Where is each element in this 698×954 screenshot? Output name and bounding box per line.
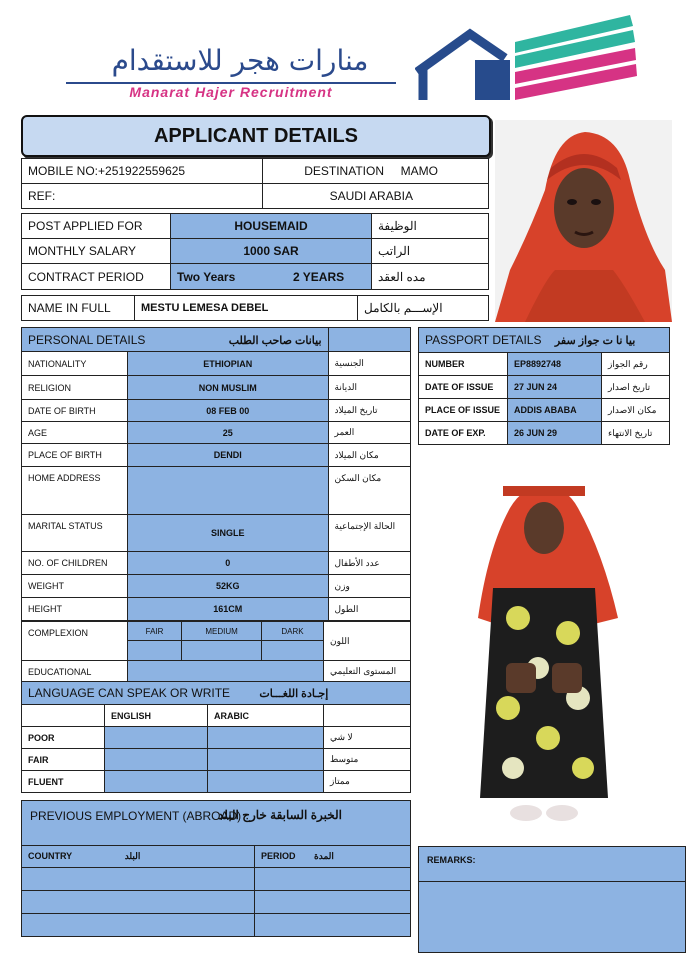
contract-value-years: 2 YEARS — [273, 264, 372, 290]
destination-country: SAUDI ARABIA — [263, 184, 489, 209]
language-level-label: FLUENT — [22, 771, 105, 793]
employment-country-header — [22, 846, 255, 868]
contact-table — [21, 158, 489, 209]
employment-country-label-ar: البلد — [124, 851, 141, 861]
personal-value: 08 FEB 00 — [128, 400, 329, 422]
language-level-label-ar: لا شي — [324, 727, 411, 749]
language-level-label-ar: متوسط — [324, 749, 411, 771]
educational-value — [128, 661, 324, 683]
personal-label: HOME ADDRESS — [22, 467, 128, 515]
page-title-text: APPLICANT DETAILS — [153, 125, 359, 147]
passport-label: NUMBER — [419, 353, 508, 376]
house-stripes-icon — [415, 12, 640, 102]
passport-table — [418, 327, 670, 445]
personal-value: NON MUSLIM — [128, 376, 329, 400]
complexion-fair-value — [128, 641, 182, 661]
personal-label-ar: عدد الأطفال — [328, 552, 411, 575]
language-header-spacer — [324, 705, 411, 727]
language-level-label: FAIR — [22, 749, 105, 771]
employment-country-label: COUNTRY — [28, 851, 73, 861]
passport-label-ar: رقم الجواز — [602, 353, 670, 376]
passport-label: DATE OF ISSUE — [419, 376, 508, 399]
educational-label-ar: المستوى التعليمي — [324, 661, 411, 683]
language-english-value — [105, 749, 208, 771]
employment-title-ar: الخبرة السابقة خارج البلد — [218, 808, 342, 822]
destination-label: DESTINATION — [304, 164, 384, 178]
salary-value: 1000 SAR — [171, 239, 372, 264]
language-level-label-ar: ممتاز — [324, 771, 411, 793]
employment-table — [21, 845, 411, 937]
personal-value — [128, 467, 329, 515]
remarks-divider — [419, 881, 685, 882]
complexion-table — [21, 621, 411, 683]
employment-header — [21, 800, 411, 846]
language-arabic-value — [208, 771, 324, 793]
remarks-label: REMARKS: — [427, 855, 476, 865]
personal-label: PLACE OF BIRTH — [22, 444, 128, 467]
personal-label: WEIGHT — [22, 575, 128, 598]
personal-label-ar: العمر — [328, 422, 411, 444]
personal-value: SINGLE — [128, 515, 329, 552]
post-label-ar: الوظيفة — [372, 214, 489, 239]
employment-period-header — [255, 846, 411, 868]
complexion-dark-value — [262, 641, 324, 661]
employment-row-country — [22, 868, 255, 891]
remarks-box — [418, 846, 686, 953]
language-arabic-value — [208, 727, 324, 749]
applicant-face-photo — [495, 120, 672, 322]
passport-title-ar: بيا نا ت جواز سفر — [554, 335, 636, 347]
complexion-dark-label: DARK — [262, 622, 324, 641]
language-title-ar: إجـادة اللغـــات — [259, 688, 329, 700]
employment-row-period — [255, 891, 411, 914]
passport-label: DATE OF EXP. — [419, 422, 508, 445]
complexion-label-ar: اللون — [324, 622, 411, 661]
logo — [60, 12, 640, 102]
personal-value: 0 — [128, 552, 329, 575]
employment-row-country — [22, 914, 255, 937]
personal-label-ar: تاريخ الميلاد — [328, 400, 411, 422]
contract-label: CONTRACT PERIOD — [22, 264, 171, 290]
complexion-label: COMPLEXION — [22, 622, 128, 661]
passport-value: EP8892748 — [508, 353, 602, 376]
job-table — [21, 213, 489, 290]
employment-period-label-ar: المدة — [314, 851, 334, 861]
passport-label: PLACE OF ISSUE — [419, 399, 508, 422]
passport-header — [419, 328, 670, 353]
language-arabic-header: ARABIC — [208, 705, 324, 727]
language-title: LANGUAGE CAN SPEAK OR WRITE — [28, 686, 231, 700]
personal-label-ar: وزن — [328, 575, 411, 598]
passport-value: 27 JUN 24 — [508, 376, 602, 399]
personal-label-ar: الديانة — [328, 376, 411, 400]
personal-label: AGE — [22, 422, 128, 444]
employment-period-label: PERIOD — [261, 851, 296, 861]
personal-label: NO. OF CHILDREN — [22, 552, 128, 575]
full-name: MESTU LEMESA DEBEL — [135, 296, 358, 321]
language-level-label: POOR — [22, 727, 105, 749]
page-title — [21, 115, 491, 157]
personal-details-header — [22, 328, 329, 352]
personal-value: 161CM — [128, 598, 329, 621]
language-table — [21, 681, 411, 793]
header-spacer — [328, 328, 411, 352]
passport-value: ADDIS ABABA — [508, 399, 602, 422]
personal-label: MARITAL STATUS — [22, 515, 128, 552]
personal-label: NATIONALITY — [22, 352, 128, 376]
contract-label-ar: مده العقد — [372, 264, 489, 290]
complexion-medium-value — [182, 641, 262, 661]
passport-value: 26 JUN 29 — [508, 422, 602, 445]
language-english-value — [105, 771, 208, 793]
name-label: NAME IN FULL — [22, 296, 135, 321]
logo-english-text: Manarat Hajer Recruitment — [129, 84, 333, 100]
name-table — [21, 295, 489, 321]
post-value: HOUSEMAID — [171, 214, 372, 239]
passport-title: PASSPORT DETAILS — [425, 333, 542, 347]
personal-label-ar: مكان السكن — [328, 467, 411, 515]
language-english-value — [105, 727, 208, 749]
employment-row-period — [255, 868, 411, 891]
passport-label-ar: تاريخ اصدار — [602, 376, 670, 399]
personal-label: RELIGION — [22, 376, 128, 400]
ref-label: REF: — [22, 184, 263, 209]
salary-label: MONTHLY SALARY — [22, 239, 171, 264]
personal-value: 25 — [128, 422, 329, 444]
passport-label-ar: تاريخ الانتهاء — [602, 422, 670, 445]
language-arabic-value — [208, 749, 324, 771]
complexion-fair-label: FAIR — [128, 622, 182, 641]
personal-details-table — [21, 327, 411, 621]
personal-label: HEIGHT — [22, 598, 128, 621]
salary-label-ar: الراتب — [372, 239, 489, 264]
personal-value: DENDI — [128, 444, 329, 467]
personal-label-ar: الطول — [328, 598, 411, 621]
post-label: POST APPLIED FOR — [22, 214, 171, 239]
employment-row-country — [22, 891, 255, 914]
destination-cell — [263, 159, 489, 184]
language-corner — [22, 705, 105, 727]
name-label-ar: الإســـم بالكامل — [358, 296, 489, 321]
personal-value: 52KG — [128, 575, 329, 598]
personal-label-ar: مكان الميلاد — [328, 444, 411, 467]
passport-label-ar: مكان الاصدار — [602, 399, 670, 422]
contract-value: Two Years — [171, 264, 274, 290]
personal-label-ar: الجنسية — [328, 352, 411, 376]
language-header — [22, 682, 411, 705]
complexion-medium-label: MEDIUM — [182, 622, 262, 641]
personal-label: DATE OF BIRTH — [22, 400, 128, 422]
logo-arabic-text: منارات هجر للاستقدام — [111, 44, 369, 77]
personal-value: ETHIOPIAN — [128, 352, 329, 376]
personal-details-title: PERSONAL DETAILS — [28, 332, 146, 347]
employment-row-period — [255, 914, 411, 937]
personal-label-ar: الحالة الإجتماعية — [328, 515, 411, 552]
mobile-number: MOBILE NO:+251922559625 — [22, 159, 263, 184]
language-english-header: ENGLISH — [105, 705, 208, 727]
destination-value: MAMO — [400, 164, 438, 178]
employment-title: PREVIOUS EMPLOYMENT (ABROAD) — [30, 809, 242, 823]
educational-label: EDUCATIONAL — [22, 661, 128, 683]
applicant-full-photo — [458, 468, 630, 838]
personal-details-title-ar: بيانات صاحب الطلب — [228, 334, 322, 347]
